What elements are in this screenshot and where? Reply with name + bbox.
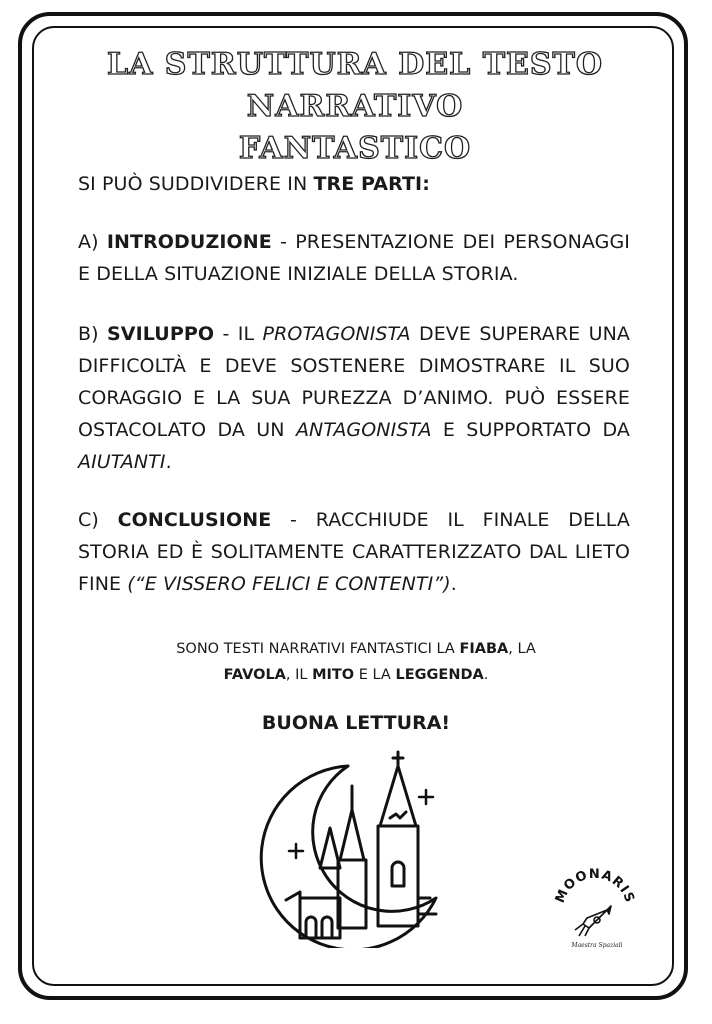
section-sviluppo: [78, 318, 630, 478]
section-a-label: INTRODUZIONE: [106, 231, 272, 253]
rocket-icon: [575, 906, 611, 936]
section-c-text: - RACCHIUDE IL FINALE DELLA STORIA ED È SOLITAMENTE CARATTERIZZATO DAL LIETO FINE: [78, 509, 630, 595]
note-text-1: SONO TESTI NARRATIVI FANTASTICI LA: [176, 641, 460, 657]
note-text-4: E LA: [354, 667, 396, 683]
page-title: [40, 44, 670, 170]
genres-note: [100, 636, 612, 688]
section-b-text-1: - IL: [214, 323, 263, 345]
title-line-2: FANTASTICO: [238, 131, 472, 166]
intro-paragraph: [78, 168, 630, 200]
section-introduzione: [78, 226, 630, 290]
section-b-aiutanti: AIUTANTI: [78, 451, 166, 473]
crescent-moon-icon: [261, 766, 436, 948]
moon-castle-illustration: [230, 748, 460, 948]
note-leggenda: LEGGENDA: [395, 667, 484, 683]
castle-icon: [286, 752, 436, 938]
intro-bold: TRE PARTI:: [313, 173, 430, 195]
note-mito: MITO: [312, 667, 355, 683]
section-c-quote: (“E VISSERO FELICI E CONTENTI”): [127, 573, 451, 595]
section-b-text-4: .: [165, 451, 172, 473]
note-text-5: .: [483, 667, 489, 683]
section-b-prefix: B): [78, 323, 107, 345]
intro-text: SI PUÒ SUDDIVIDERE IN: [78, 173, 314, 195]
section-c-end: .: [450, 573, 457, 595]
section-b-protagonista: PROTAGONISTA: [262, 323, 411, 345]
note-text-2: , LA: [508, 641, 536, 657]
logo-tagline: Maestra Spaziali: [571, 942, 623, 949]
section-conclusione: [78, 504, 630, 600]
section-b-text-3: E SUPPORTATO DA: [431, 419, 631, 441]
note-favola: FAVOLA: [223, 667, 286, 683]
moonaris-logo: [545, 866, 645, 966]
section-b-antagonista: ANTAGONISTA: [295, 419, 432, 441]
section-b-text-2: DEVE SUPERARE UNA DIFFICOLTÀ E DEVE SOSTENERE DIMOSTRARE IL SUO CORAGGIO E LA SUA PUREZZA D’ANIMO. PUÒ ESSERE OSTACOLATO DA UN: [78, 323, 630, 441]
svg-text:MOONARIS: [553, 867, 637, 905]
section-a-text: - PRESENTAZIONE DEI PERSONAGGI E DELLA SITUAZIONE INIZIALE DELLA STORIA.: [78, 231, 631, 285]
title-line-1: LA STRUTTURA DEL TESTO NARRATIVO: [106, 47, 604, 124]
section-c-prefix: C): [78, 509, 118, 531]
logo-brand: MOONARIS: [552, 866, 638, 906]
section-c-label: CONCLUSIONE: [117, 509, 272, 531]
section-b-label: SVILUPPO: [107, 323, 215, 345]
section-a-prefix: A): [78, 231, 107, 253]
greeting: BUONA LETTURA!: [261, 712, 451, 734]
note-fiaba: FIABA: [459, 641, 509, 657]
note-text-3: , IL: [285, 667, 313, 683]
